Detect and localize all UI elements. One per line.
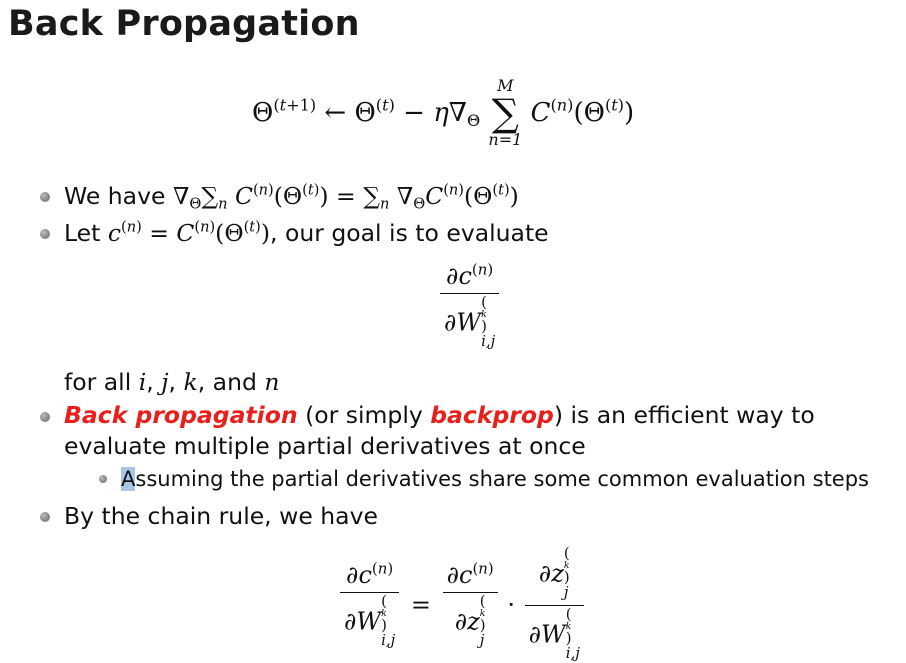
sum-upper-limit: M — [497, 76, 514, 95]
update-equation: $\Theta^{(t+1)}$ ← $\Theta^{(t)} - \eta\nabla_\Theta$ M ∑ n=1 $C^{(n)}(\Theta^{(t)})$ — [252, 76, 635, 149]
partial-derivative-fraction: $\partial c^{(n)}$ ∂W ( k ) i,j — [440, 262, 499, 351]
for-all-text: for all — [64, 368, 132, 396]
text-cursor-highlight: A — [121, 467, 136, 491]
summation: M ∑ n=1 — [488, 76, 523, 149]
sub-bullet-1 — [121, 464, 869, 494]
for-all-line: for all i, j, k, and n — [64, 368, 280, 396]
for-all-and: and — [212, 368, 257, 396]
slide-title: Back Propagation — [8, 4, 360, 44]
bullet-icon — [40, 512, 50, 522]
back-propagation-term: Back propagation — [64, 401, 298, 429]
sub-bullet-icon — [99, 475, 107, 483]
bullet-1 — [64, 181, 519, 211]
bullet-3-end: ) is an efficient way to — [553, 401, 815, 429]
bullet-2-math: $c^{(n)} = C^{(n)}(\Theta^{(t)})$ — [107, 218, 271, 247]
bullet-icon — [40, 412, 50, 422]
bullet-2-text-a: Let — [64, 219, 101, 247]
bullet-3 — [64, 400, 815, 430]
bullet-1-text: We have — [64, 182, 166, 210]
backprop-term: backprop — [430, 401, 554, 429]
sum-lower-limit: n=1 — [488, 130, 523, 149]
chain-rule-equation: $\partial c^{(n)}$ ∂W ( k ) i,j = $\partial c^{(n)}$ ∂z ( k ) j · ∂z ( k ) j ∂W ( k ) i,j — [340, 548, 584, 663]
bullet-3-mid: (or simply — [297, 401, 431, 429]
bullet-icon — [40, 192, 50, 202]
bullet-1-math: $\nabla_\Theta\sum_n$ $C^{(n)}(\Theta^{(t)}) = \sum_n$ $\nabla_\Theta C^{(n)}(\Theta^{(t)})$ — [172, 181, 519, 213]
bullet-2-text-b: , our goal is to evaluate — [270, 219, 549, 247]
bullet-4: By the chain rule, we have — [64, 502, 378, 530]
sub-bullet-1-text: ssuming the partial derivatives share some common evaluation steps — [135, 467, 870, 491]
bullet-2 — [64, 218, 549, 248]
bullet-icon — [40, 229, 50, 239]
bullet-3-line-2: evaluate multiple partial derivatives at once — [64, 432, 586, 460]
